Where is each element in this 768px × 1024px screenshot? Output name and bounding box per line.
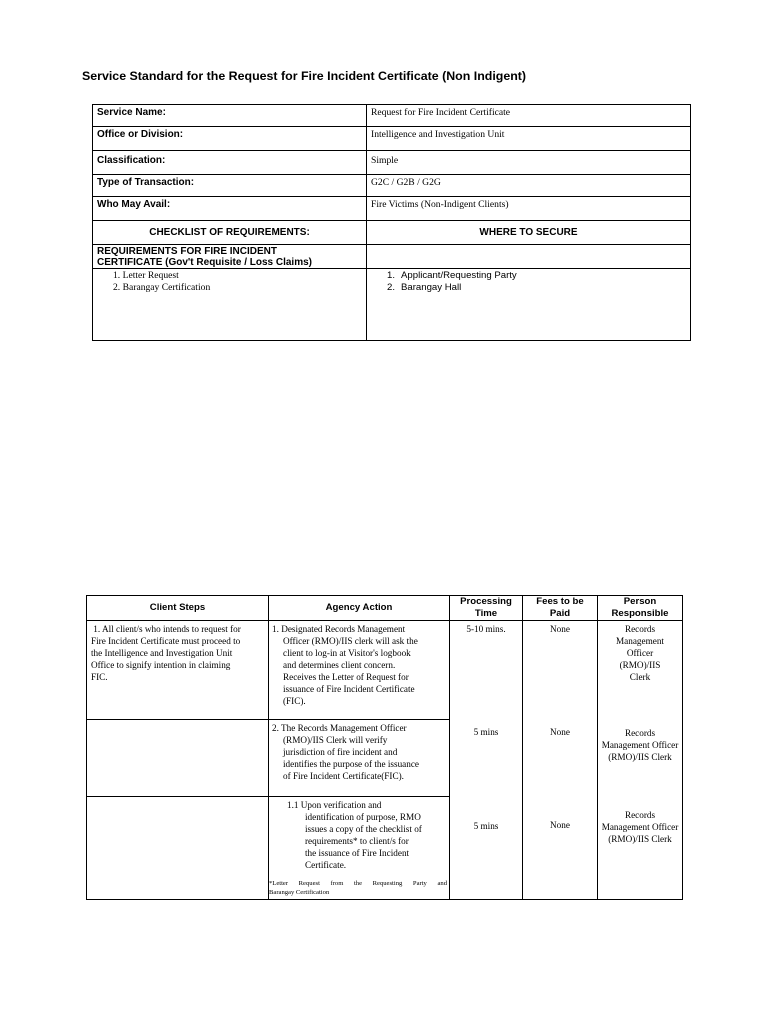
footnote-line: Barangay Certification	[269, 889, 330, 896]
person-line: Records	[624, 810, 656, 820]
table-row	[93, 197, 691, 221]
agency-action-line: 1.1 Upon verification and	[287, 800, 382, 810]
page-title: Service Standard for the Request for Fire Incident Certificate (Non Indigent)	[82, 69, 527, 83]
client-step-line: Office to signify intention in claiming	[91, 660, 231, 670]
fee-value: None	[550, 727, 570, 737]
office-label: Office or Division:	[93, 127, 367, 151]
person-line: (RMO)/IIS Clerk	[608, 752, 672, 762]
footnote	[269, 879, 447, 897]
list-number: 2.	[387, 282, 396, 293]
agency-action-line: (RMO)/IIS Clerk will verify	[283, 735, 388, 745]
service-name-value: Request for Fire Incident Certificate	[367, 105, 691, 127]
who-may-avail-value: Fire Victims (Non-Indigent Clients)	[367, 197, 691, 221]
table-row	[93, 269, 691, 341]
client-step-cell	[87, 720, 269, 797]
agency-action-line: Receives the Letter of Request for	[283, 672, 409, 682]
footnote-line: *Letter Request from the Requesting Party and	[269, 880, 447, 887]
where-list-cell	[367, 269, 691, 341]
requirements-heading-line: CERTIFICATE (Gov't Requisite / Loss Claims)	[97, 257, 312, 268]
processing-time: 5 mins	[473, 727, 499, 737]
office-value: Intelligence and Investigation Unit	[367, 127, 691, 151]
table-row	[93, 175, 691, 197]
client-step-line: the Intelligence and Investigation Unit	[91, 648, 233, 658]
agency-action-line: 1. Designated Records Management	[272, 624, 406, 634]
client-step-line: FIC.	[91, 672, 108, 682]
table-row	[93, 127, 691, 151]
agency-action-line: identification of purpose, RMO	[305, 812, 421, 822]
person-responsible-header	[598, 596, 683, 621]
empty-cell	[367, 245, 691, 269]
header-line: Responsible	[611, 608, 669, 619]
list-item	[387, 282, 690, 294]
header-line: Paid	[549, 608, 571, 619]
fee-value: None	[550, 820, 570, 830]
agency-action-line: jurisdiction of fire incident and	[283, 747, 398, 757]
list-item	[387, 270, 690, 282]
agency-action-line: 2. The Records Management Officer	[272, 723, 407, 733]
table-header-row	[87, 596, 683, 621]
fees-header	[523, 596, 598, 621]
agency-action-line: issues a copy of the checklist of	[305, 824, 422, 834]
where-to-secure-header: WHERE TO SECURE	[367, 221, 691, 245]
list-text: Applicant/Requesting Party	[401, 270, 517, 281]
classification-label: Classification:	[93, 151, 367, 175]
processing-time: 5 mins	[473, 821, 499, 831]
header-line: Time	[474, 608, 498, 619]
table-row	[93, 105, 691, 127]
person-line: Records	[624, 624, 656, 634]
agency-action-line: the issuance of Fire Incident	[305, 848, 410, 858]
where-list	[387, 270, 690, 294]
agency-action-line: issuance of Fire Incident Certificate	[283, 684, 415, 694]
table-row	[93, 221, 691, 245]
person-line: (RMO)/IIS Clerk	[608, 834, 672, 844]
table-row	[87, 621, 683, 720]
agency-action-cell	[269, 720, 450, 797]
agency-action-cell	[269, 621, 450, 720]
requirements-list-cell	[93, 269, 367, 341]
transaction-type-value: G2C / G2B / G2G	[367, 175, 691, 197]
person-line: (RMO)/IIS	[619, 660, 661, 670]
fee-value: None	[550, 624, 570, 634]
client-step-line: Fire Incident Certificate must proceed to	[91, 636, 241, 646]
agency-action-line: Certificate.	[305, 860, 347, 870]
agency-action-line: requirements* to client/s for	[305, 836, 409, 846]
list-item: 2. Barangay Certification	[113, 282, 211, 293]
processing-time-header	[450, 596, 523, 621]
person-line: Management Officer	[601, 822, 679, 832]
checklist-header: CHECKLIST OF REQUIREMENTS:	[93, 221, 367, 245]
agency-action-line: identifies the purpose of the issuance	[283, 759, 419, 769]
person-line: Management	[616, 636, 664, 646]
agency-action-header: Agency Action	[269, 596, 450, 621]
who-may-avail-label: Who May Avail:	[93, 197, 367, 221]
processing-time-column	[450, 621, 523, 900]
processing-time: 5-10 mins.	[466, 624, 506, 634]
person-line: Management Officer	[601, 740, 679, 750]
header-line: Person	[623, 596, 657, 607]
person-line: Officer	[626, 648, 654, 658]
requirements-heading	[93, 245, 367, 269]
agency-action-line: Officer (RMO)/IIS clerk will ask the	[283, 636, 418, 646]
client-steps-table	[86, 595, 683, 900]
list-text: Barangay Hall	[401, 282, 462, 293]
client-step-cell	[87, 621, 269, 720]
client-step-cell	[87, 797, 269, 900]
person-line: Records	[624, 728, 656, 738]
client-steps-header: Client Steps	[87, 596, 269, 621]
service-name-label: Service Name:	[93, 105, 367, 127]
table-row	[93, 151, 691, 175]
header-line: Fees to be	[536, 596, 584, 607]
list-item: 1. Letter Request	[113, 270, 179, 281]
list-number: 1.	[387, 270, 396, 281]
person-responsible	[595, 727, 685, 763]
transaction-type-label: Type of Transaction:	[93, 175, 367, 197]
agency-action-line: (FIC).	[283, 696, 306, 706]
service-info-table	[92, 104, 691, 341]
person-responsible	[595, 809, 685, 845]
person-responsible-column	[598, 621, 683, 900]
classification-value: Simple	[367, 151, 691, 175]
person-line: Clerk	[629, 672, 651, 682]
requirements-list	[113, 270, 362, 294]
agency-action-line: of Fire Incident Certificate(FIC).	[283, 771, 404, 781]
table-row	[93, 245, 691, 269]
fees-column	[523, 621, 598, 900]
agency-action-cell	[269, 797, 450, 900]
person-responsible	[598, 623, 682, 683]
requirements-heading-line: REQUIREMENTS FOR FIRE INCIDENT	[97, 246, 278, 257]
header-line: Processing	[460, 596, 512, 607]
client-step-line: 1. All client/s who intends to request for	[91, 624, 241, 634]
agency-action-line: client to log-in at Visitor's logbook	[283, 648, 411, 658]
agency-action-line: and determines client concern.	[283, 660, 396, 670]
